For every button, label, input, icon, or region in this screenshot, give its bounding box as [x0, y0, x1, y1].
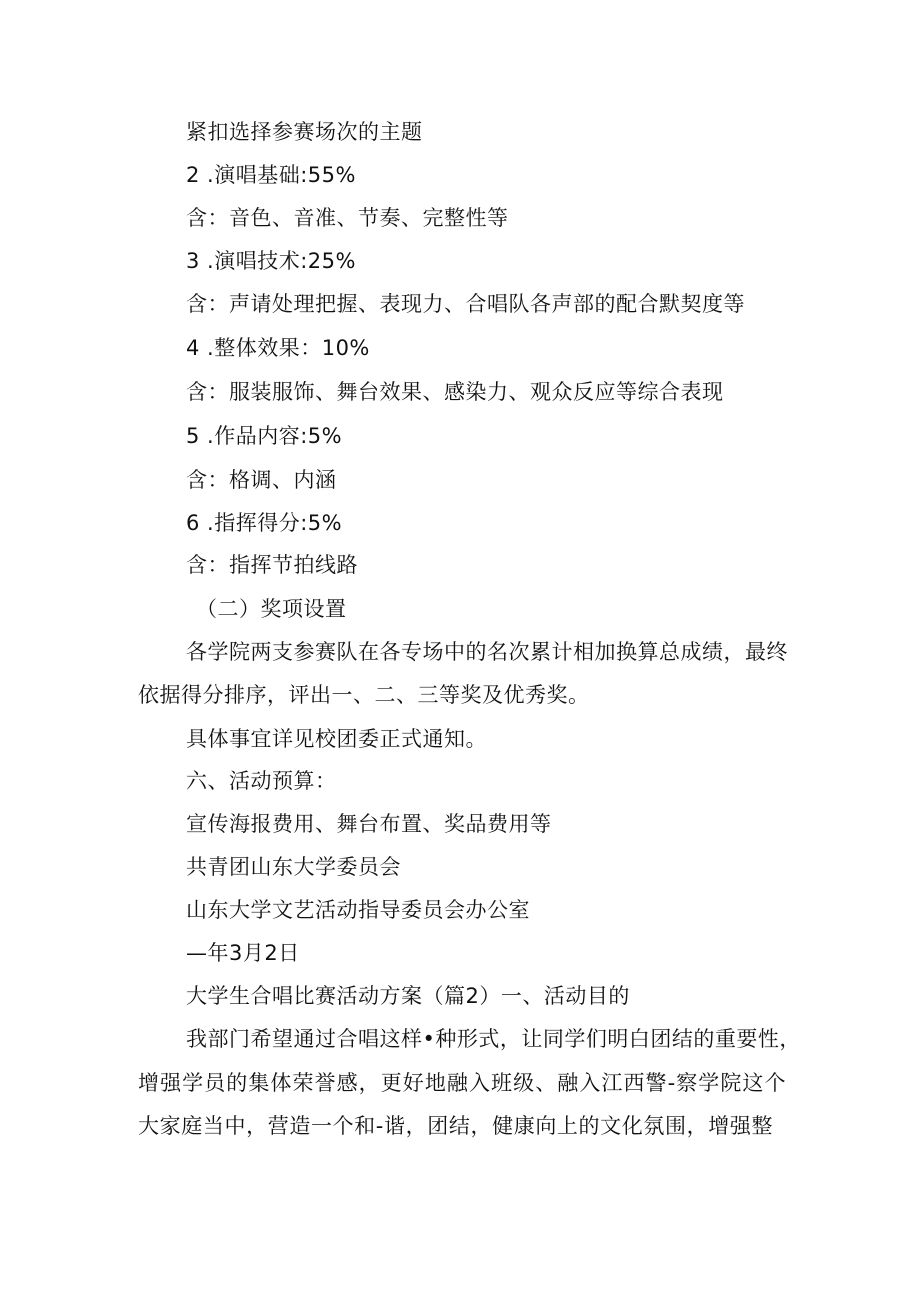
paragraph-line: 各学院两支参赛队在各专场中的名次累计相加换算总成绩，最终	[186, 640, 788, 664]
document-date: —年3月2日	[186, 941, 300, 965]
criterion-detail: 含：指挥节拍线路	[186, 553, 358, 577]
criterion-detail: 含：服装服饰、舞台效果、感染力、观众反应等综合表现	[186, 380, 724, 404]
paragraph-line: 依据得分排序，评出一、二、三等奖及优秀奖。	[138, 683, 590, 707]
paragraph-line: 宣传海报费用、舞台布置、奖品费用等	[186, 812, 552, 836]
criterion-heading: 3 .演唱技术:25%	[186, 249, 356, 273]
section-heading-budget: 六、活动预算：	[186, 769, 337, 793]
section-heading-awards: （二）奖项设置	[196, 597, 347, 621]
criterion-heading: 2 .演唱基础:55%	[186, 163, 356, 187]
paragraph-line: 具体事宜详见校团委正式通知。	[186, 727, 487, 751]
criterion-heading: 4 .整体效果：10%	[186, 336, 370, 360]
criterion-detail: 含：音色、音准、节奏、完整性等	[186, 206, 509, 230]
criterion-heading: 6 .指挥得分:5%	[186, 511, 343, 535]
organization-office: 山东大学文艺活动指导委员会办公室	[186, 898, 530, 922]
section-heading-plan2: 大学生合唱比赛活动方案（篇2）一、活动目的	[186, 984, 630, 1008]
paragraph-line: 增强学员的集体荣誉感，更好地融入班级、融入江西警-察学院这个	[138, 1071, 786, 1095]
paragraph-line: 我部门希望通过合唱这样•种形式，让同学们明白团结的重要性，	[186, 1027, 801, 1051]
text-line: 紧扣选择参赛场次的主题	[186, 120, 423, 144]
organization-name: 共青团山东大学委员会	[186, 855, 401, 879]
paragraph-line: 大家庭当中，营造一个和-谐，团结，健康向上的文化氛围，增强整	[138, 1114, 773, 1138]
criterion-detail: 含：声请处理把握、表现力、合唱队各声部的配合默契度等	[186, 292, 745, 316]
criterion-detail: 含：格调、内涵	[186, 468, 337, 492]
criterion-heading: 5 .作品内容:5%	[186, 424, 343, 448]
